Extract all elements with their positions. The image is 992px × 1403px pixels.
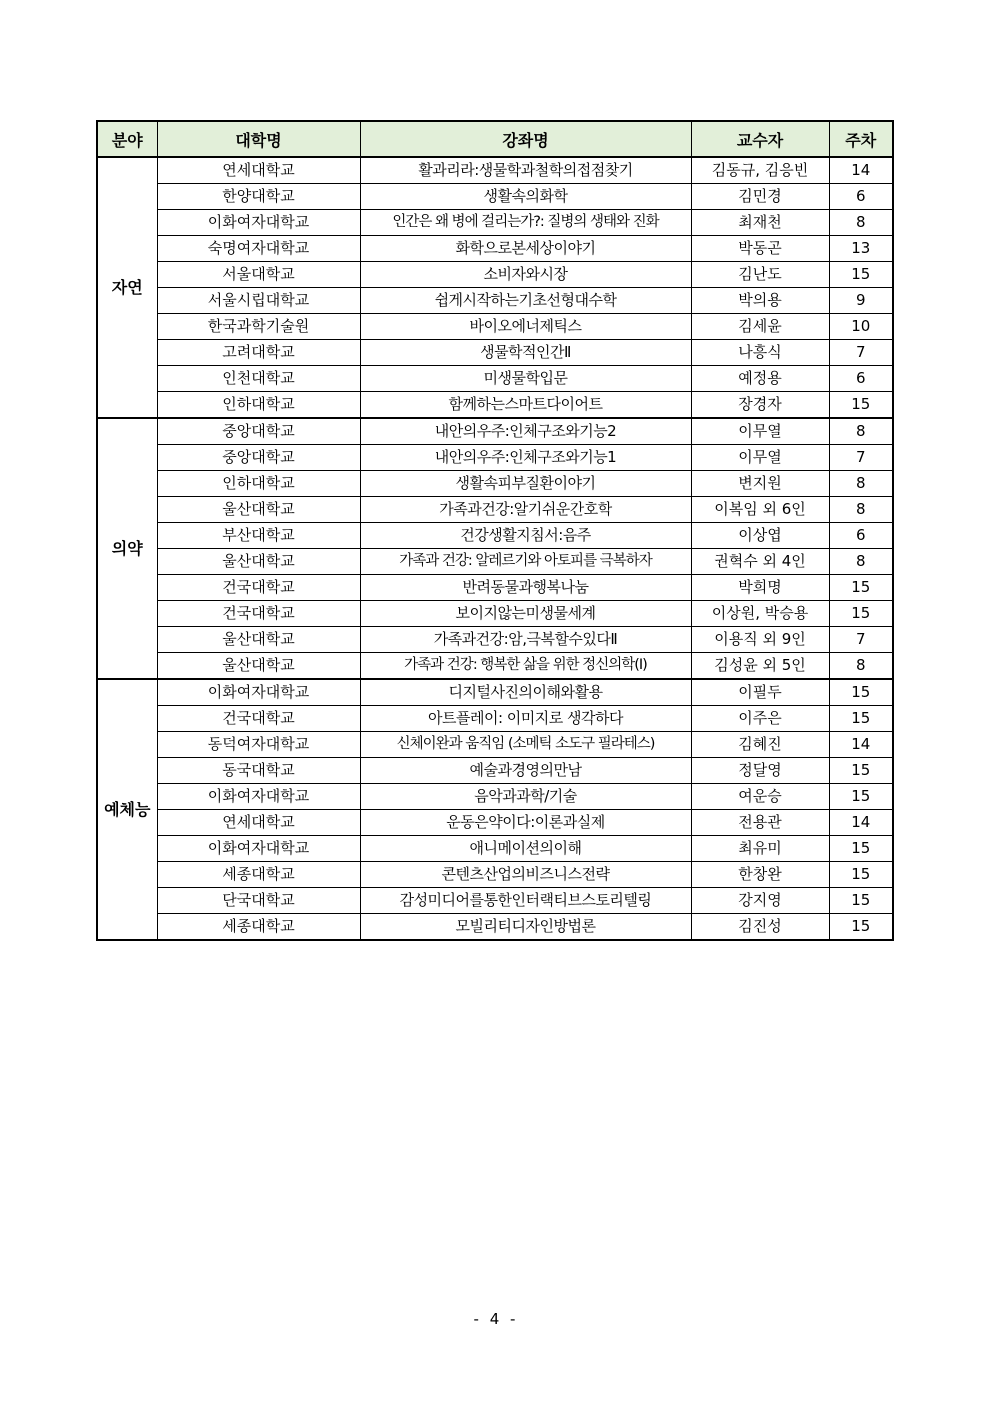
university-cell: 단국대학교 [157, 888, 360, 914]
course-cell: 신체이완과 움직임 (소메틱 소도구 필라테스) [360, 732, 691, 758]
instructor-cell: 정달영 [691, 758, 829, 784]
instructor-cell: 최유미 [691, 836, 829, 862]
table-body [97, 157, 893, 940]
header-course: 강좌명 [360, 121, 691, 157]
weeks-cell: 10 [829, 314, 893, 340]
university-cell: 서울시립대학교 [157, 288, 360, 314]
weeks-cell: 15 [829, 392, 893, 419]
table-row [97, 340, 893, 366]
table-row [97, 392, 893, 419]
table-row [97, 418, 893, 445]
instructor-cell: 나흥식 [691, 340, 829, 366]
university-cell: 세종대학교 [157, 862, 360, 888]
weeks-cell: 13 [829, 236, 893, 262]
course-cell: 바이오에너제틱스 [360, 314, 691, 340]
weeks-cell: 8 [829, 497, 893, 523]
weeks-cell: 15 [829, 262, 893, 288]
course-cell: 예술과경영의만남 [360, 758, 691, 784]
table-row [97, 497, 893, 523]
course-cell: 감성미디어를통한인터랙티브스토리텔링 [360, 888, 691, 914]
course-cell: 반려동물과행복나눔 [360, 575, 691, 601]
university-cell: 인하대학교 [157, 392, 360, 419]
weeks-cell: 8 [829, 549, 893, 575]
university-cell: 서울대학교 [157, 262, 360, 288]
weeks-cell: 14 [829, 157, 893, 184]
table-row [97, 184, 893, 210]
weeks-cell: 15 [829, 706, 893, 732]
course-cell: 애니메이션의이해 [360, 836, 691, 862]
university-cell: 울산대학교 [157, 653, 360, 680]
university-cell: 한양대학교 [157, 184, 360, 210]
course-cell: 생물학적인간Ⅱ [360, 340, 691, 366]
table-row [97, 366, 893, 392]
table-row [97, 679, 893, 706]
table-row [97, 627, 893, 653]
course-cell: 활과리라:생물학과철학의접점찾기 [360, 157, 691, 184]
university-cell: 이화여자대학교 [157, 210, 360, 236]
instructor-cell: 이용직 외 9인 [691, 627, 829, 653]
instructor-cell: 김민경 [691, 184, 829, 210]
instructor-cell: 이복임 외 6인 [691, 497, 829, 523]
weeks-cell: 15 [829, 758, 893, 784]
table-row [97, 262, 893, 288]
weeks-cell: 15 [829, 679, 893, 706]
table-header-row [97, 121, 893, 157]
table-row [97, 862, 893, 888]
field-cell: 자연 [97, 157, 157, 418]
table-row [97, 784, 893, 810]
weeks-cell: 7 [829, 627, 893, 653]
table-row [97, 471, 893, 497]
weeks-cell: 6 [829, 184, 893, 210]
table-row [97, 157, 893, 184]
course-cell: 가족과건강:알기쉬운간호학 [360, 497, 691, 523]
table-row [97, 601, 893, 627]
weeks-cell: 8 [829, 418, 893, 445]
university-cell: 인천대학교 [157, 366, 360, 392]
instructor-cell: 강지영 [691, 888, 829, 914]
instructor-cell: 권혁수 외 4인 [691, 549, 829, 575]
university-cell: 연세대학교 [157, 157, 360, 184]
weeks-cell: 9 [829, 288, 893, 314]
instructor-cell: 전용관 [691, 810, 829, 836]
table-row [97, 888, 893, 914]
course-cell: 아트플레이: 이미지로 생각하다 [360, 706, 691, 732]
table-row [97, 210, 893, 236]
course-cell: 운동은약이다:이론과실제 [360, 810, 691, 836]
university-cell: 건국대학교 [157, 575, 360, 601]
course-cell: 쉽게시작하는기초선형대수학 [360, 288, 691, 314]
weeks-cell: 7 [829, 340, 893, 366]
instructor-cell: 박희명 [691, 575, 829, 601]
weeks-cell: 15 [829, 836, 893, 862]
university-cell: 울산대학교 [157, 549, 360, 575]
instructor-cell: 이필두 [691, 679, 829, 706]
table-row [97, 653, 893, 680]
course-cell: 생활속의화학 [360, 184, 691, 210]
instructor-cell: 김세윤 [691, 314, 829, 340]
weeks-cell: 15 [829, 784, 893, 810]
header-instructor: 교수자 [691, 121, 829, 157]
table-row [97, 314, 893, 340]
weeks-cell: 8 [829, 471, 893, 497]
page-number: - 4 - [473, 1310, 519, 1328]
weeks-cell: 14 [829, 810, 893, 836]
course-cell: 소비자와시장 [360, 262, 691, 288]
instructor-cell: 변지원 [691, 471, 829, 497]
university-cell: 세종대학교 [157, 914, 360, 941]
weeks-cell: 15 [829, 914, 893, 941]
instructor-cell: 예정용 [691, 366, 829, 392]
university-cell: 연세대학교 [157, 810, 360, 836]
instructor-cell: 이상원, 박승용 [691, 601, 829, 627]
course-cell: 가족과 건강: 행복한 삶을 위한 정신의학(Ⅰ) [360, 653, 691, 680]
course-cell: 내안의우주:인체구조와기능1 [360, 445, 691, 471]
instructor-cell: 김혜진 [691, 732, 829, 758]
instructor-cell: 박의용 [691, 288, 829, 314]
instructor-cell: 김성윤 외 5인 [691, 653, 829, 680]
course-cell: 함께하는스마트다이어트 [360, 392, 691, 419]
university-cell: 이화여자대학교 [157, 784, 360, 810]
header-field: 분야 [97, 121, 157, 157]
table-row [97, 810, 893, 836]
header-university: 대학명 [157, 121, 360, 157]
instructor-cell: 이무열 [691, 418, 829, 445]
course-cell: 음악과과학/기술 [360, 784, 691, 810]
table-row [97, 706, 893, 732]
course-cell: 인간은 왜 병에 걸리는가?: 질병의 생태와 진화 [360, 210, 691, 236]
weeks-cell: 7 [829, 445, 893, 471]
weeks-cell: 15 [829, 888, 893, 914]
university-cell: 중앙대학교 [157, 445, 360, 471]
course-cell: 화학으로본세상이야기 [360, 236, 691, 262]
table-row [97, 236, 893, 262]
university-cell: 인하대학교 [157, 471, 360, 497]
course-cell: 디지털사진의이해와활용 [360, 679, 691, 706]
course-cell: 콘텐츠산업의비즈니스전략 [360, 862, 691, 888]
university-cell: 동덕여자대학교 [157, 732, 360, 758]
university-cell: 중앙대학교 [157, 418, 360, 445]
instructor-cell: 이무열 [691, 445, 829, 471]
weeks-cell: 6 [829, 523, 893, 549]
table-row [97, 549, 893, 575]
weeks-cell: 15 [829, 601, 893, 627]
course-cell: 건강생활지침서:음주 [360, 523, 691, 549]
course-cell: 모빌리티디자인방법론 [360, 914, 691, 941]
university-cell: 한국과학기술원 [157, 314, 360, 340]
course-cell: 보이지않는미생물세계 [360, 601, 691, 627]
instructor-cell: 장경자 [691, 392, 829, 419]
instructor-cell: 김진성 [691, 914, 829, 941]
table-row [97, 836, 893, 862]
university-cell: 동국대학교 [157, 758, 360, 784]
university-cell: 숙명여자대학교 [157, 236, 360, 262]
instructor-cell: 이상엽 [691, 523, 829, 549]
weeks-cell: 8 [829, 653, 893, 680]
table-row [97, 758, 893, 784]
course-cell: 가족과건강:암,극복할수있다Ⅱ [360, 627, 691, 653]
instructor-cell: 최재천 [691, 210, 829, 236]
instructor-cell: 한창완 [691, 862, 829, 888]
instructor-cell: 김난도 [691, 262, 829, 288]
course-cell: 가족과 건강: 알레르기와 아토피를 극복하자 [360, 549, 691, 575]
instructor-cell: 여운승 [691, 784, 829, 810]
instructor-cell: 김동규, 김응빈 [691, 157, 829, 184]
university-cell: 부산대학교 [157, 523, 360, 549]
university-cell: 건국대학교 [157, 601, 360, 627]
weeks-cell: 15 [829, 862, 893, 888]
table-row [97, 288, 893, 314]
course-cell: 내안의우주:인체구조와기능2 [360, 418, 691, 445]
table-row [97, 523, 893, 549]
header-weeks: 주차 [829, 121, 893, 157]
university-cell: 이화여자대학교 [157, 836, 360, 862]
instructor-cell: 박동곤 [691, 236, 829, 262]
field-cell: 예체능 [97, 679, 157, 940]
weeks-cell: 15 [829, 575, 893, 601]
table-row [97, 914, 893, 941]
course-table [96, 120, 894, 941]
table-row [97, 732, 893, 758]
course-cell: 생활속피부질환이야기 [360, 471, 691, 497]
field-cell: 의약 [97, 418, 157, 679]
university-cell: 고려대학교 [157, 340, 360, 366]
table-row [97, 445, 893, 471]
instructor-cell: 이주은 [691, 706, 829, 732]
university-cell: 울산대학교 [157, 497, 360, 523]
course-cell: 미생물학입문 [360, 366, 691, 392]
university-cell: 울산대학교 [157, 627, 360, 653]
weeks-cell: 6 [829, 366, 893, 392]
university-cell: 이화여자대학교 [157, 679, 360, 706]
university-cell: 건국대학교 [157, 706, 360, 732]
weeks-cell: 14 [829, 732, 893, 758]
table-row [97, 575, 893, 601]
weeks-cell: 8 [829, 210, 893, 236]
